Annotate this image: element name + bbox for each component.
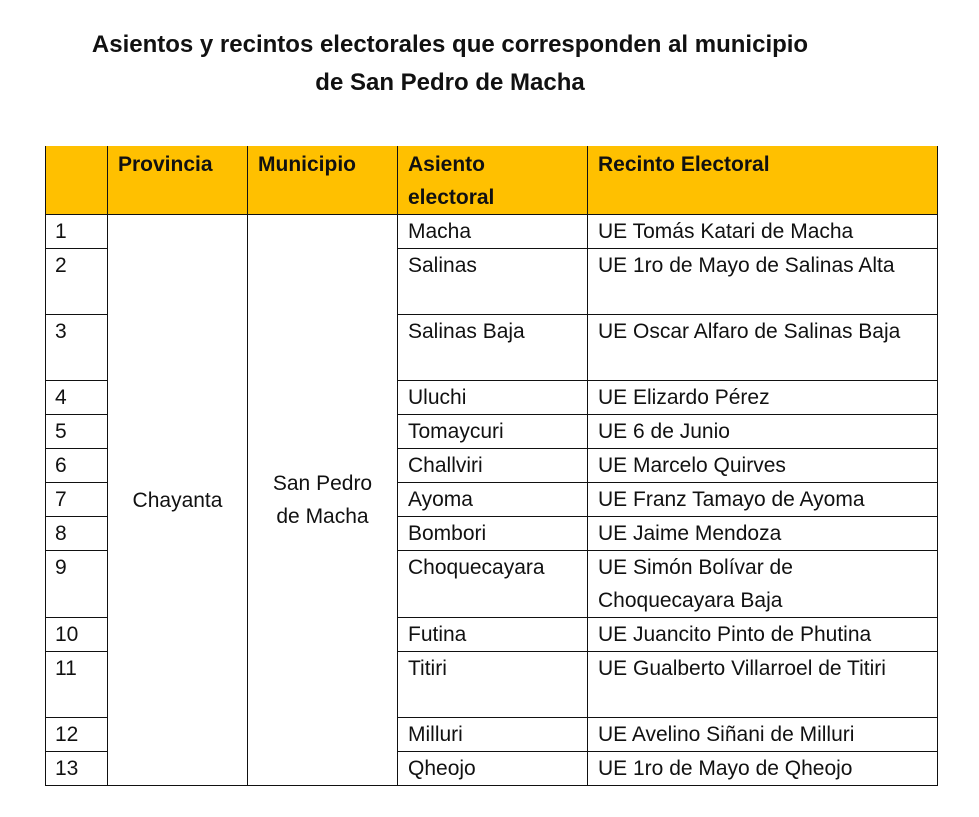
header-provincia: Provincia: [108, 146, 248, 215]
asiento-cell: Futina: [398, 618, 588, 652]
municipio-cell: [248, 215, 398, 786]
recinto-cell: UE Jaime Mendoza: [588, 517, 938, 551]
page-title: [0, 26, 900, 102]
electoral-table: [45, 146, 938, 786]
recinto-cell: UE 1ro de Mayo de Salinas Alta: [588, 249, 938, 315]
row-number: 1: [46, 215, 108, 249]
municipio-text: San Pedro de Macha: [272, 472, 373, 528]
recinto-cell: UE Simón Bolívar de Choquecayara Baja: [588, 551, 938, 618]
asiento-cell: Salinas: [398, 249, 588, 315]
row-number: 13: [46, 752, 108, 786]
row-number: 5: [46, 415, 108, 449]
header-municipio: Municipio: [248, 146, 398, 215]
row-number: 9: [46, 551, 108, 618]
row-number: 2: [46, 249, 108, 315]
asiento-cell: Uluchi: [398, 381, 588, 415]
header-number: [46, 146, 108, 215]
recinto-cell: UE Juancito Pinto de Phutina: [588, 618, 938, 652]
header-row: [46, 146, 938, 215]
row-number: 6: [46, 449, 108, 483]
asiento-cell: Choquecayara: [398, 551, 588, 618]
title-line-1: Asientos y recintos electorales que corresponden al municipio: [91, 31, 809, 58]
recinto-cell: UE Elizardo Pérez: [588, 381, 938, 415]
asiento-cell: Ayoma: [398, 483, 588, 517]
asiento-cell: Tomaycuri: [398, 415, 588, 449]
recinto-cell: UE Oscar Alfaro de Salinas Baja: [588, 315, 938, 381]
row-number: 7: [46, 483, 108, 517]
row-number: 3: [46, 315, 108, 381]
recinto-cell: UE 6 de Junio: [588, 415, 938, 449]
recinto-cell: UE Avelino Siñani de Milluri: [588, 718, 938, 752]
row-number: 11: [46, 652, 108, 718]
recinto-cell: UE 1ro de Mayo de Qheojo: [588, 752, 938, 786]
recinto-cell: UE Marcelo Quirves: [588, 449, 938, 483]
recinto-cell: UE Tomás Katari de Macha: [588, 215, 938, 249]
asiento-cell: Macha: [398, 215, 588, 249]
asiento-cell: Bombori: [398, 517, 588, 551]
asiento-cell: Milluri: [398, 718, 588, 752]
row-number: 12: [46, 718, 108, 752]
row-number: 4: [46, 381, 108, 415]
header-asiento: Asiento electoral: [398, 146, 588, 215]
asiento-cell: Salinas Baja: [398, 315, 588, 381]
title-line-2: de San Pedro de Macha: [315, 69, 585, 96]
row-number: 8: [46, 517, 108, 551]
asiento-cell: Challviri: [398, 449, 588, 483]
row-number: 10: [46, 618, 108, 652]
header-recinto: Recinto Electoral: [588, 146, 938, 215]
table-row: [46, 215, 938, 249]
asiento-cell: Qheojo: [398, 752, 588, 786]
asiento-cell: Titiri: [398, 652, 588, 718]
recinto-cell: UE Franz Tamayo de Ayoma: [588, 483, 938, 517]
provincia-cell: Chayanta: [108, 215, 248, 786]
recinto-cell: UE Gualberto Villarroel de Titiri: [588, 652, 938, 718]
